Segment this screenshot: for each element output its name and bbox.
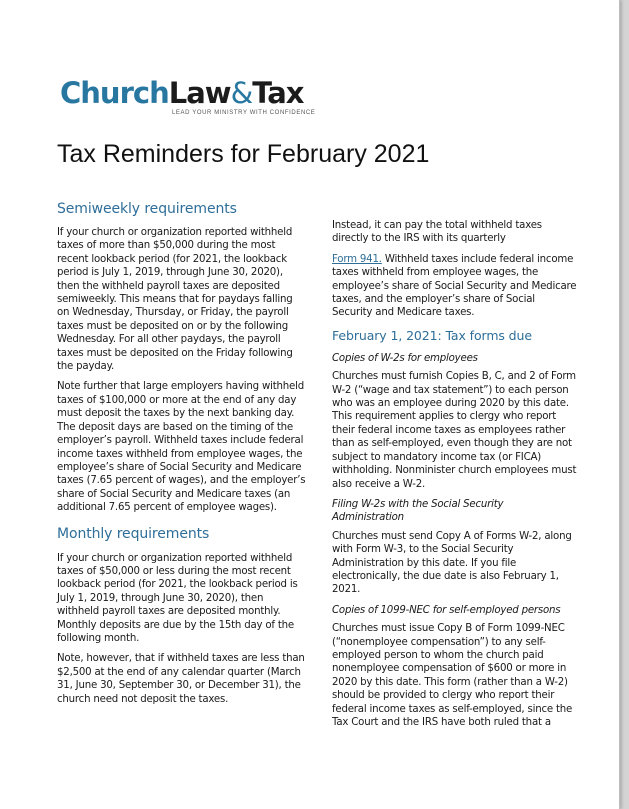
nec-paragraph: Churches must issue Copy B of Form 1099-NEC (“nonemployee compensation”) to any self-employed person to whom the church paid nonemployee compensation of $600 or more in 2020 by this date. This form (rather than a W-2) should be provided to clergy who report their federal income taxes as self-employed, since the Tax Court and the IRS have both ruled that a xyxy=(332,623,573,728)
logo-ampersand: & xyxy=(230,76,253,110)
logo-tax: Tax xyxy=(252,76,304,110)
logo-law: Law xyxy=(168,76,231,110)
monthly-paragraph-1: If your church or organization reported withheld taxes of $50,000 or less during the most recent lookback period (for 2021, the lookback period is July 1, 2019, through June 30, 2020), then withheld payroll taxes are deposited monthly. Monthly deposits are due by the 15th day of the following month. xyxy=(57,552,298,644)
form-941-link[interactable]: Form 941. xyxy=(332,253,382,265)
form941-text: Withheld taxes include federal income taxes withheld from employee wages, the employee’s share of Social Security and Medicare taxes, and the employer’s share of Social Security and Medicare taxes. xyxy=(332,253,577,319)
right-column xyxy=(332,219,577,736)
nec-subheading: Copies of 1099-NEC for self-employed persons xyxy=(332,604,561,616)
semiweekly-heading: Semiweekly requirements xyxy=(57,201,237,217)
logo-wordmark xyxy=(60,76,330,110)
semiweekly-paragraph-1: If your church or organization reported withheld taxes of more than $50,000 during the most recent lookback period (for 2021, the lookback period is July 1, 2019, through June 30, 2020), then the withheld payroll taxes are deposited semiweekly. This means that for paydays falling on Wednesday, Thursday, or Friday, the payroll taxes must be deposited on or by the following Wednesday. For all other paydays, the payroll taxes must be deposited on the Friday following the payday. xyxy=(57,227,293,373)
ssa-subheading: Filing W-2s with the Social Security Administration xyxy=(332,498,504,524)
w2-subheading: Copies of W-2s for employees xyxy=(332,352,478,364)
form941-paragraph xyxy=(332,253,577,320)
page-title: Tax Reminders for February 2021 xyxy=(57,140,430,168)
monthly-heading: Monthly requirements xyxy=(57,525,210,542)
ssa-paragraph: Churches must send Copy A of Forms W-2, along with Form W-3, to the Social Security Administration by this date. If you file electronically, the due date is also February 1, 2021. xyxy=(332,530,572,596)
churchlawtax-logo xyxy=(60,76,330,126)
logo-tagline: LEAD YOUR MINISTRY WITH CONFIDENCE xyxy=(172,110,316,116)
instead-paragraph: Instead, it can pay the total withheld taxes directly to the IRS with its quarterly xyxy=(332,220,542,245)
logo-church: Church xyxy=(60,76,169,110)
semiweekly-paragraph-2: Note further that large employers having withheld taxes of $100,000 or more at the end of any day must deposit the taxes by the next banking day. The deposit days are based on the timing of the employer’s payroll. Withheld taxes include federal income taxes withheld from employee wages, the employee’s share of Social Security and Medicare taxes (7.65 percent of wages), and the employer’s share of Social Security and Medicare taxes (an additional 7.65 percent of employee wages). xyxy=(57,381,306,514)
monthly-paragraph-2: Note, however, that if withheld taxes are less than $2,500 at the end of any calendar quarter (March 31, June 30, September 30, or December 31), the church need not deposit the taxes. xyxy=(57,653,305,705)
left-column xyxy=(57,200,307,713)
w2-paragraph: Churches must furnish Copies B, C, and 2 of Form W-2 (“wage and tax statement”) to each person who was an employee during 2020 by this date. This requirement applies to clergy who report their federal income taxes as employees rather than as self-employed, even though they are not subject to mandatory income tax (or FICA) withholding. Nonminister church employees must also receive a W-2. xyxy=(332,371,577,490)
february-tax-forms-heading: February 1, 2021: Tax forms due xyxy=(332,327,532,343)
